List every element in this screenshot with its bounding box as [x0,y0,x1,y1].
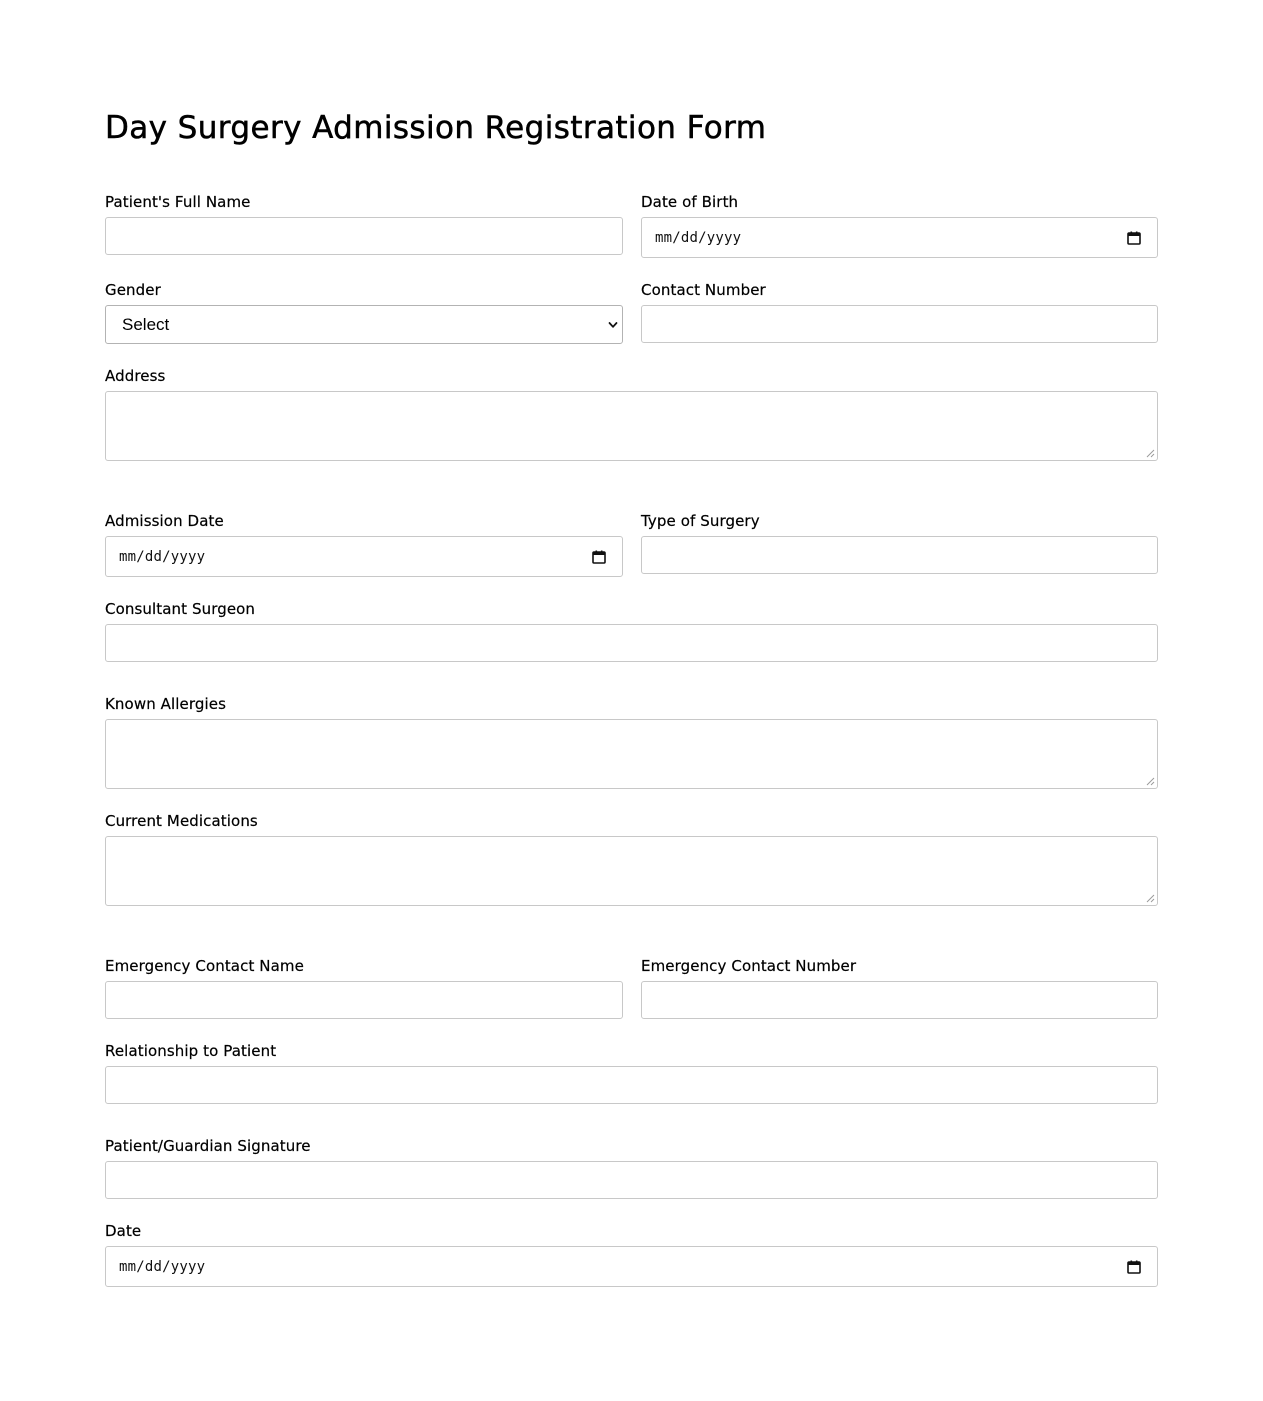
medications-label: Current Medications [105,812,258,830]
relationship-label: Relationship to Patient [105,1042,277,1060]
resize-grip-icon[interactable] [1146,894,1155,903]
emergency-name-input[interactable] [105,981,623,1019]
admission-date-group [105,512,623,565]
full-name-input[interactable] [105,217,623,255]
admission-date-input[interactable] [105,536,623,577]
address-textarea[interactable] [105,391,1158,461]
surgery-type-group [641,512,1158,530]
emergency-name-group [105,957,623,975]
date-label: Date [105,1222,142,1240]
date-placeholder: mm/dd/yyyy [119,1259,206,1275]
admission-date-placeholder: mm/dd/yyyy [119,549,206,565]
emergency-number-input[interactable] [641,981,1158,1019]
signature-group [105,1137,1158,1155]
calendar-icon[interactable] [1127,231,1141,245]
signature-input[interactable] [105,1161,1158,1199]
allergies-textarea[interactable] [105,719,1158,789]
contact-number-input[interactable] [641,305,1158,343]
full-name-group [105,193,623,211]
chevron-down-icon [607,319,619,331]
contact-number-group [641,281,1158,299]
admission-date-label: Admission Date [105,512,224,530]
emergency-name-label: Emergency Contact Name [105,957,304,975]
relationship-group [105,1042,1158,1060]
surgery-type-input[interactable] [641,536,1158,574]
resize-grip-icon[interactable] [1146,449,1155,458]
page-title: Day Surgery Admission Registration Form [105,110,767,146]
dob-input[interactable] [641,217,1158,258]
resize-grip-icon[interactable] [1146,777,1155,786]
date-group [105,1222,1158,1275]
consultant-label: Consultant Surgeon [105,600,256,618]
calendar-icon[interactable] [1127,1260,1141,1274]
dob-placeholder: mm/dd/yyyy [655,230,742,246]
contact-number-label: Contact Number [641,281,766,299]
dob-group [641,193,1158,246]
medications-textarea[interactable] [105,836,1158,906]
consultant-group [105,600,1158,618]
emergency-number-group [641,957,1158,975]
address-group [105,367,1158,385]
consultant-input[interactable] [105,624,1158,662]
surgery-type-label: Type of Surgery [641,512,760,530]
dob-label: Date of Birth [641,193,739,211]
allergies-group [105,695,1158,713]
full-name-label: Patient's Full Name [105,193,251,211]
signature-label: Patient/Guardian Signature [105,1137,311,1155]
gender-selected-value: Select [122,315,170,334]
allergies-label: Known Allergies [105,695,227,713]
date-input[interactable] [105,1246,1158,1287]
relationship-input[interactable] [105,1066,1158,1104]
gender-label: Gender [105,281,161,299]
calendar-icon[interactable] [592,550,606,564]
medications-group [105,812,1158,830]
address-label: Address [105,367,166,385]
gender-select[interactable] [105,305,623,344]
emergency-number-label: Emergency Contact Number [641,957,857,975]
gender-group [105,281,623,334]
